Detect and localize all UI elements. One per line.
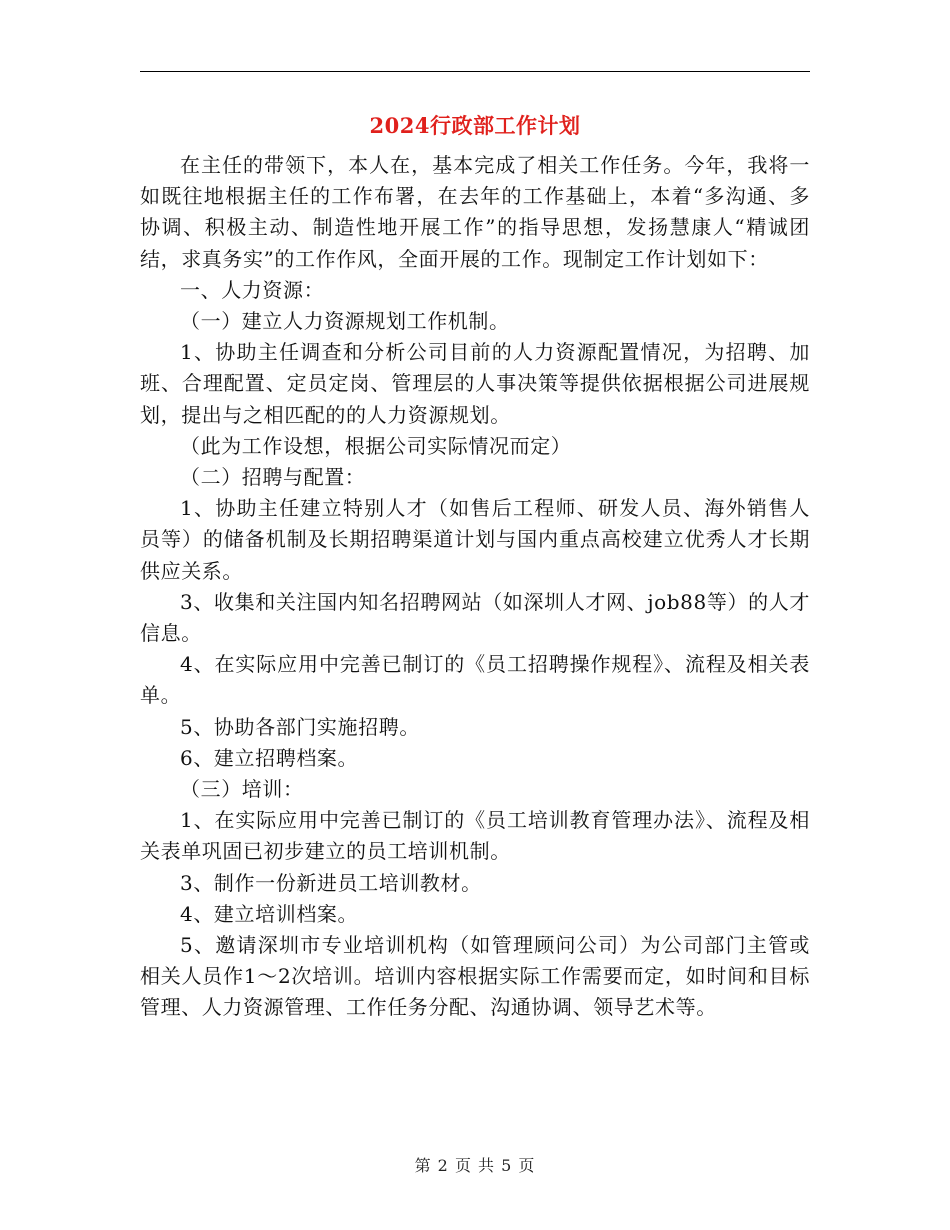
- paragraph-train-4: 4、建立培训档案。: [180, 901, 359, 926]
- paragraph-intro: 在主任的带领下，本人在，基本完成了相关工作任务。今年，我将一如既往地根据主任的工作布署，在去年的工作基础上，本着“多沟通、多协调、积极主动、制造性地开展工作”的指导思想，发扬慧康人“精诚团结，求真务实”的工作作风，全面开展的工作。现制定工作计划如下：: [140, 153, 810, 271]
- paragraph-recruit-4: 4、在实际应用中完善已制订的《员工招聘操作规程》、流程及相关表单。: [140, 652, 810, 708]
- paragraph-train-3: 3、制作一份新进员工培训教材。: [180, 870, 482, 895]
- subheading-recruitment: （二）招聘与配置：: [180, 465, 366, 490]
- paragraph-recruit-1: 1、协助主任建立特别人才（如售后工程师、研发人员、海外销售人员等）的储备机制及长期招聘渠道计划与国内重点高校建立优秀人才长期供应关系。: [140, 496, 810, 583]
- paragraph-recruit-3: 3、收集和关注国内知名招聘网站（如深圳人才网、job88等）的人才信息。: [140, 589, 810, 646]
- paragraph-note: （此为工作设想，根据公司实际情况而定）: [180, 433, 572, 458]
- paragraph-planning-1: 1、协助主任调查和分析公司目前的人力资源配置情况，为招聘、加班、合理配置、定员定岗、管理层的人事决策等提供依据根据公司进展规划，提出与之相匹配的的人力资源规划。: [140, 340, 810, 427]
- page-number: 第 2 页 共 5 页: [414, 1156, 536, 1175]
- subheading-planning: （一）建立人力资源规划工作机制。: [180, 309, 510, 334]
- paragraph-recruit-6: 6、建立招聘档案。: [180, 745, 359, 770]
- paragraph-train-1: 1、在实际应用中完善已制订的《员工培训教育管理办法》、流程及相关表单巩固已初步建立的员工培训机制。: [140, 808, 810, 864]
- document-title: 2024行政部工作计划: [369, 113, 581, 138]
- paragraph-train-5: 5、邀请深圳市专业培训机构（如管理顾问公司）为公司部门主管或相关人员作1～2次培训。培训内容根据实际工作需要而定，如时间和目标管理、人力资源管理、工作任务分配、沟通协调、领导艺术等。: [140, 933, 810, 1020]
- header-rule: [140, 71, 810, 72]
- heading-hr: 一、人力资源：: [180, 277, 325, 302]
- paragraph-recruit-5: 5、协助各部门实施招聘。: [180, 714, 420, 739]
- document-body: [140, 150, 810, 1024]
- subheading-training: （三）培训：: [180, 777, 304, 802]
